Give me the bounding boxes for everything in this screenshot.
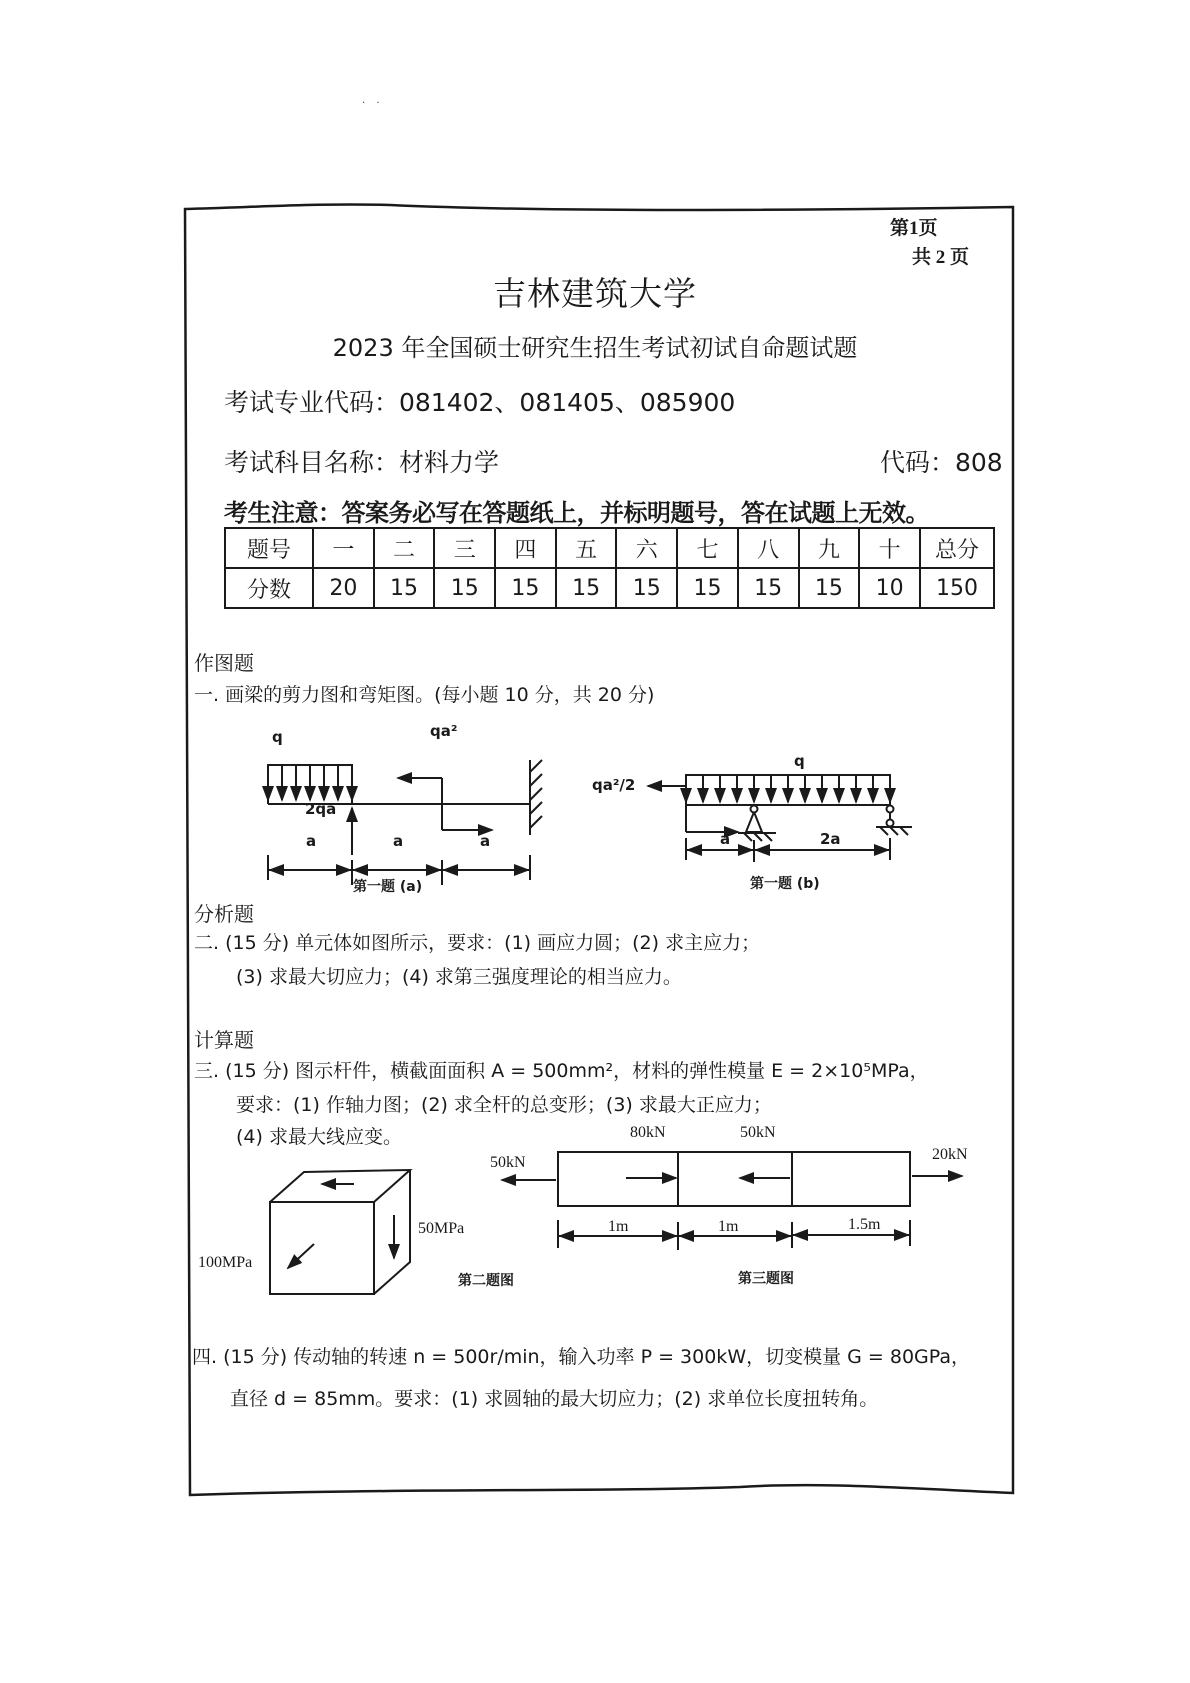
- q4-line1: 四. (15 分) 传动轴的转速 n = 500r/min，输入功率 P = 300kW，切变模量 G = 80GPa，: [192, 1346, 971, 1368]
- q3-force2-label: 50kN: [740, 1124, 776, 1141]
- fig1a-force-label: 2qa: [305, 800, 337, 818]
- table-cell: 15: [434, 568, 495, 608]
- fig1b-caption: 第一题 (b): [750, 876, 820, 892]
- fig1a-dim-2: a: [393, 832, 404, 850]
- fig1a-dim-1: a: [306, 832, 317, 850]
- table-cell: 四: [495, 528, 556, 568]
- page-number: 第1页: [890, 218, 938, 239]
- figure-1a: [230, 720, 550, 900]
- table-cell: 题号: [225, 528, 313, 568]
- q2-line2: (3) 求最大切应力；(4) 求第三强度理论的相当应力。: [236, 966, 682, 988]
- table-cell: 15: [677, 568, 738, 608]
- cube-front-face: [270, 1202, 374, 1294]
- figure-q2-cube: [260, 1160, 440, 1310]
- normal-stress-arrow: [288, 1244, 314, 1268]
- major-code: 考试专业代码：081402、081405、085900: [224, 388, 736, 417]
- fig1b-dim-1: a: [720, 830, 731, 848]
- q2-caption: 第二题图: [458, 1273, 514, 1289]
- table-cell: 15: [495, 568, 556, 608]
- table-cell: 总分: [920, 528, 994, 568]
- score-table: [224, 527, 995, 609]
- page-total: 共 2 页: [912, 247, 970, 268]
- table-cell: 九: [799, 528, 860, 568]
- subject-code: 代码：808: [880, 448, 1003, 477]
- table-cell: 15: [374, 568, 435, 608]
- q3-length-3: 1.5m: [848, 1216, 881, 1233]
- q3-line1: 三. (15 分) 图示杆件，横截面面积 A = 500mm²，材料的弹性模量 E = 2×10⁵MPa，: [194, 1060, 929, 1082]
- q3-caption: 第三题图: [738, 1271, 794, 1287]
- section-drawing: 作图题: [194, 651, 254, 675]
- cube-top-face: [270, 1170, 410, 1202]
- roller-support: [887, 806, 894, 813]
- table-cell: 五: [556, 528, 617, 568]
- section-calculation: 计算题: [194, 1028, 254, 1052]
- fig1b-load-label: q: [794, 752, 805, 770]
- table-cell: 三: [434, 528, 495, 568]
- scan-marks: · ·: [362, 98, 384, 109]
- table-cell: 六: [616, 528, 677, 568]
- table-cell: 分数: [225, 568, 313, 608]
- table-cell: 15: [616, 568, 677, 608]
- q2-stress-x-label: 100MPa: [198, 1254, 253, 1271]
- bar-body: [558, 1152, 910, 1206]
- table-cell: 七: [677, 528, 738, 568]
- q1-text: 一. 画梁的剪力图和弯矩图。(每小题 10 分，共 20 分): [194, 684, 655, 706]
- table-cell: 10: [859, 568, 920, 608]
- figure-1b: [640, 740, 940, 890]
- table-cell: 二: [374, 528, 435, 568]
- pin-support: [751, 806, 758, 813]
- q3-left-force-label: 50kN: [490, 1154, 526, 1171]
- load-arrows: [686, 775, 890, 802]
- table-cell: 一: [313, 528, 374, 568]
- figure-q3-bar: [490, 1140, 970, 1260]
- q2-line1: 二. (15 分) 单元体如图所示，要求：(1) 画应力圆；(2) 求主应力；: [194, 932, 761, 954]
- table-cell: 150: [920, 568, 994, 608]
- fig1b-dim-2: 2a: [820, 830, 841, 848]
- q2-shear-label: 50MPa: [418, 1220, 465, 1237]
- fig1a-dim-3: a: [480, 832, 491, 850]
- table-cell: 20: [313, 568, 374, 608]
- table-row-scores: [225, 568, 994, 608]
- q3-right-force-label: 20kN: [932, 1146, 968, 1163]
- section-analysis: 分析题: [194, 902, 254, 926]
- table-cell: 八: [738, 528, 799, 568]
- table-row-header: [225, 528, 994, 568]
- cube-side-face: [374, 1170, 410, 1294]
- exam-title: 2023 年全国硕士研究生招生考试初试自命题试题: [332, 334, 858, 362]
- exam-notice: 考生注意：答案务必写在答题纸上，并标明题号，答在试题上无效。: [224, 499, 929, 527]
- q3-line3: (4) 求最大线应变。: [236, 1126, 402, 1148]
- q3-force1-label: 80kN: [630, 1124, 666, 1141]
- q4-line2: 直径 d = 85mm。要求：(1) 求圆轴的最大切应力；(2) 求单位长度扭转角。: [230, 1388, 879, 1410]
- subject-name: 考试科目名称：材料力学: [224, 448, 500, 477]
- table-cell: 15: [556, 568, 617, 608]
- table-cell: 15: [738, 568, 799, 608]
- fig1b-moment-label: qa²/2: [592, 776, 636, 794]
- university-title: 吉林建筑大学: [493, 274, 697, 313]
- q3-length-2: 1m: [718, 1218, 739, 1235]
- fig1a-moment-label: qa²: [430, 722, 458, 740]
- q3-line2: 要求：(1) 作轴力图；(2) 求全杆的总变形；(3) 求最大正应力；: [236, 1094, 772, 1116]
- q3-length-1: 1m: [608, 1218, 629, 1235]
- table-cell: 15: [799, 568, 860, 608]
- fig1a-caption: 第一题 (a): [353, 879, 423, 895]
- fig1a-load-label: q: [272, 728, 283, 746]
- table-cell: 十: [859, 528, 920, 568]
